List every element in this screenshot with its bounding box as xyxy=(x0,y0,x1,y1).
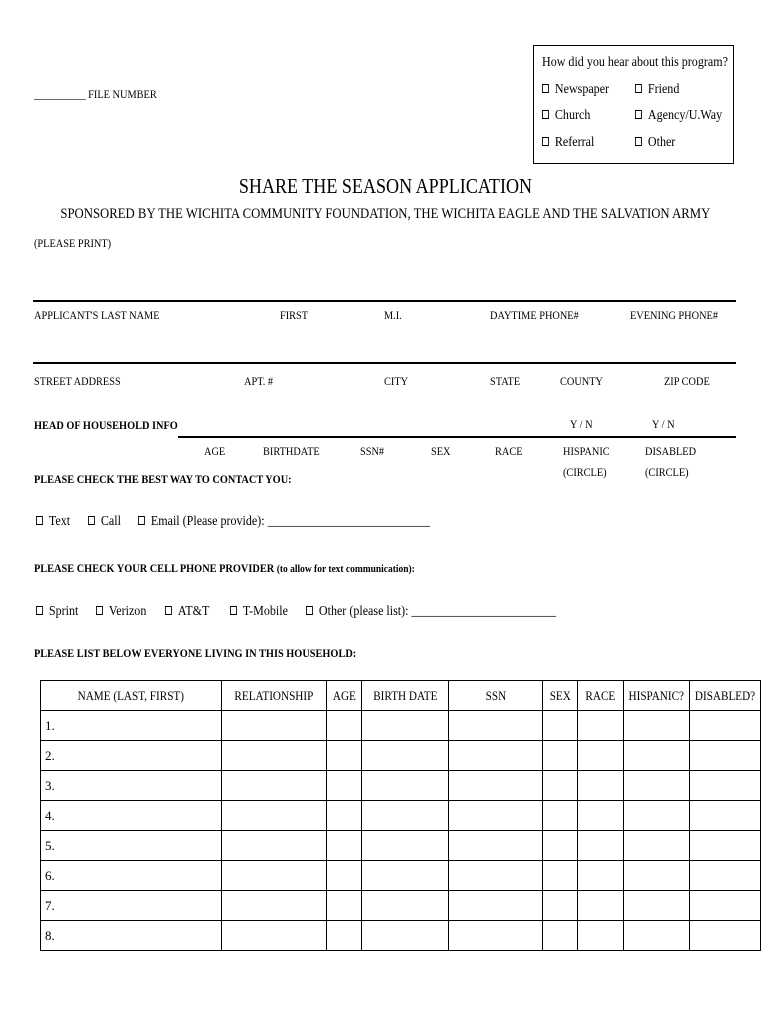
provider-other[interactable]: Other (please list): ________________________ xyxy=(306,604,597,620)
row-number: 2. xyxy=(45,747,55,763)
label-apt[interactable]: APT. # xyxy=(244,374,274,388)
table-cell[interactable] xyxy=(449,921,543,951)
col-sex: SEX xyxy=(543,681,578,711)
table-row xyxy=(41,801,761,831)
label-birthdate[interactable]: BIRTHDATE xyxy=(263,444,320,458)
option-other[interactable]: Other xyxy=(635,135,682,151)
table-cell[interactable] xyxy=(327,771,362,801)
table-cell[interactable] xyxy=(222,771,327,801)
provider-heading: PLEASE CHECK YOUR CELL PHONE PROVIDER (to allow for text communication): xyxy=(34,561,415,575)
table-cell[interactable] xyxy=(689,921,760,951)
table-cell[interactable] xyxy=(362,771,449,801)
row-number: 6. xyxy=(45,867,55,883)
table-cell[interactable] xyxy=(578,801,624,831)
contact-heading: PLEASE CHECK THE BEST WAY TO CONTACT YOU: xyxy=(34,472,292,486)
table-cell[interactable] xyxy=(624,921,690,951)
table-cell[interactable] xyxy=(362,921,449,951)
table-cell[interactable] xyxy=(362,801,449,831)
col-race: RACE xyxy=(578,681,624,711)
table-header-row xyxy=(41,681,761,711)
table-cell[interactable] xyxy=(327,891,362,921)
row-number-cell[interactable] xyxy=(41,771,222,801)
label-hispanic[interactable]: HISPANIC xyxy=(563,444,610,458)
row-number: 7. xyxy=(45,897,55,913)
table-cell[interactable] xyxy=(222,891,327,921)
col-disabled: DISABLED? xyxy=(689,681,760,711)
table-cell[interactable] xyxy=(624,861,690,891)
table-cell[interactable] xyxy=(624,831,690,861)
table-cell[interactable] xyxy=(222,801,327,831)
checkbox[interactable] xyxy=(165,606,172,615)
provider-verizon[interactable]: Verizon xyxy=(96,604,155,620)
checkbox[interactable] xyxy=(542,84,549,93)
table-row xyxy=(41,831,761,861)
table-cell[interactable] xyxy=(222,831,327,861)
col-name: NAME (LAST, FIRST) xyxy=(41,681,222,711)
page-title: SHARE THE SEASON APPLICATION xyxy=(238,174,532,198)
row-number: 8. xyxy=(45,927,55,943)
label-city[interactable]: CITY xyxy=(384,374,409,388)
table-cell[interactable] xyxy=(362,891,449,921)
hispanic-yn[interactable]: Y / N xyxy=(570,417,593,431)
contact-email[interactable]: Email (Please provide): ___________________________ xyxy=(138,514,478,530)
divider xyxy=(178,436,736,438)
table-cell[interactable] xyxy=(543,831,578,861)
label-race[interactable]: RACE xyxy=(495,444,523,458)
table-row xyxy=(41,771,761,801)
contact-text[interactable]: Text xyxy=(36,514,76,530)
table-cell[interactable] xyxy=(362,711,449,741)
referral-source-box xyxy=(533,45,734,164)
checkbox[interactable] xyxy=(36,516,43,525)
head-of-household-label: HEAD OF HOUSEHOLD INFO xyxy=(34,418,178,432)
table-row xyxy=(41,891,761,921)
please-print: (PLEASE PRINT) xyxy=(34,236,112,250)
row-number: 5. xyxy=(45,837,55,853)
table-cell[interactable] xyxy=(543,921,578,951)
label-disabled[interactable]: DISABLED xyxy=(645,444,697,458)
table-cell[interactable] xyxy=(222,861,327,891)
row-number-cell[interactable] xyxy=(41,711,222,741)
table-cell[interactable] xyxy=(449,861,543,891)
table-cell[interactable] xyxy=(222,921,327,951)
row-number-cell[interactable] xyxy=(41,891,222,921)
checkbox[interactable] xyxy=(230,606,237,615)
provider-sprint[interactable]: Sprint xyxy=(36,604,85,620)
option-newspaper[interactable]: Newspaper xyxy=(542,82,620,98)
table-cell[interactable] xyxy=(689,771,760,801)
col-hispanic: HISPANIC? xyxy=(624,681,690,711)
table-cell[interactable] xyxy=(689,831,760,861)
option-referral[interactable]: Referral xyxy=(542,135,603,151)
contact-call[interactable]: Call xyxy=(88,514,126,530)
table-cell[interactable] xyxy=(624,711,690,741)
table-cell[interactable] xyxy=(449,801,543,831)
checkbox[interactable] xyxy=(306,606,313,615)
table-cell[interactable] xyxy=(362,831,449,861)
label-age[interactable]: AGE xyxy=(204,444,226,458)
checkbox[interactable] xyxy=(542,110,549,119)
row-number: 3. xyxy=(45,777,55,793)
table-row xyxy=(41,861,761,891)
disabled-circle: (CIRCLE) xyxy=(645,465,689,479)
table-cell[interactable] xyxy=(327,801,362,831)
referral-question: How did you hear about this program? xyxy=(542,55,728,70)
table-cell[interactable] xyxy=(543,891,578,921)
table-cell[interactable] xyxy=(449,771,543,801)
table-cell[interactable] xyxy=(578,771,624,801)
label-state[interactable]: STATE xyxy=(490,374,521,388)
table-cell[interactable] xyxy=(689,861,760,891)
table-cell[interactable] xyxy=(689,801,760,831)
checkbox[interactable] xyxy=(138,516,145,525)
checkbox[interactable] xyxy=(635,84,642,93)
option-agency[interactable]: Agency/U.Way xyxy=(635,108,736,124)
divider xyxy=(33,300,736,302)
table-cell[interactable] xyxy=(449,711,543,741)
label-last-name[interactable]: APPLICANT'S LAST NAME xyxy=(34,308,160,322)
table-cell[interactable] xyxy=(543,711,578,741)
col-age: AGE xyxy=(327,681,362,711)
table-cell[interactable] xyxy=(624,741,690,771)
table-cell[interactable] xyxy=(327,921,362,951)
row-number-cell[interactable] xyxy=(41,861,222,891)
table-cell[interactable] xyxy=(449,891,543,921)
table-cell[interactable] xyxy=(222,711,327,741)
table-cell[interactable] xyxy=(689,741,760,771)
file-number-label: FILE NUMBER xyxy=(88,87,157,101)
label-zip-code[interactable]: ZIP CODE xyxy=(664,374,710,388)
household-heading: PLEASE LIST BELOW EVERYONE LIVING IN THIS HOUSEHOLD: xyxy=(34,646,357,660)
file-number xyxy=(34,87,177,102)
label-first[interactable]: FIRST xyxy=(280,308,309,322)
table-cell[interactable] xyxy=(578,711,624,741)
divider xyxy=(33,362,736,364)
row-number-cell[interactable] xyxy=(41,831,222,861)
provider-tmobile[interactable]: T-Mobile xyxy=(230,604,297,620)
table-cell[interactable] xyxy=(543,801,578,831)
option-friend[interactable]: Friend xyxy=(635,82,687,98)
sponsor-line: SPONSORED BY THE WICHITA COMMUNITY FOUNDATION, THE WICHITA EAGLE AND THE SALVATION ARMY xyxy=(59,206,711,222)
label-street-address[interactable]: STREET ADDRESS xyxy=(34,374,121,388)
label-evening-phone[interactable]: EVENING PHONE# xyxy=(630,308,719,322)
table-cell[interactable] xyxy=(689,711,760,741)
checkbox[interactable] xyxy=(96,606,103,615)
table-cell[interactable] xyxy=(449,741,543,771)
table-cell[interactable] xyxy=(543,861,578,891)
table-cell[interactable] xyxy=(578,891,624,921)
checkbox[interactable] xyxy=(88,516,95,525)
table-cell[interactable] xyxy=(543,771,578,801)
table-cell[interactable] xyxy=(543,741,578,771)
table-cell[interactable] xyxy=(362,861,449,891)
col-birth-date: BIRTH DATE xyxy=(362,681,449,711)
table-cell[interactable] xyxy=(578,741,624,771)
disabled-yn[interactable]: Y / N xyxy=(652,417,675,431)
table-cell[interactable] xyxy=(327,711,362,741)
row-number-cell[interactable] xyxy=(41,741,222,771)
label-ssn[interactable]: SSN# xyxy=(360,444,385,458)
hispanic-circle: (CIRCLE) xyxy=(563,465,607,479)
table-cell[interactable] xyxy=(327,741,362,771)
row-number: 4. xyxy=(45,807,55,823)
table-cell[interactable] xyxy=(578,831,624,861)
row-number-cell[interactable] xyxy=(41,801,222,831)
table-row xyxy=(41,921,761,951)
checkbox[interactable] xyxy=(542,137,549,146)
row-number-cell[interactable] xyxy=(41,921,222,951)
table-cell[interactable] xyxy=(578,861,624,891)
col-relationship: RELATIONSHIP xyxy=(222,681,327,711)
label-mi[interactable]: M.I. xyxy=(384,308,402,322)
table-cell[interactable] xyxy=(624,771,690,801)
label-sex[interactable]: SEX xyxy=(431,444,451,458)
table-cell[interactable] xyxy=(624,891,690,921)
table-cell[interactable] xyxy=(689,891,760,921)
checkbox[interactable] xyxy=(635,110,642,119)
option-church[interactable]: Church xyxy=(542,108,598,124)
file-number-blank[interactable]: __________ xyxy=(34,87,86,101)
checkbox[interactable] xyxy=(635,137,642,146)
household-table xyxy=(40,680,761,951)
col-ssn: SSN xyxy=(449,681,543,711)
table-cell[interactable] xyxy=(624,801,690,831)
table-cell[interactable] xyxy=(327,831,362,861)
row-number: 1. xyxy=(45,717,55,733)
table-row xyxy=(41,741,761,771)
table-cell[interactable] xyxy=(578,921,624,951)
provider-att[interactable]: AT&T xyxy=(165,604,217,620)
table-cell[interactable] xyxy=(362,741,449,771)
label-daytime-phone[interactable]: DAYTIME PHONE# xyxy=(490,308,579,322)
table-cell[interactable] xyxy=(449,831,543,861)
table-row xyxy=(41,711,761,741)
table-cell[interactable] xyxy=(222,741,327,771)
label-county[interactable]: COUNTY xyxy=(560,374,603,388)
checkbox[interactable] xyxy=(36,606,43,615)
table-cell[interactable] xyxy=(327,861,362,891)
